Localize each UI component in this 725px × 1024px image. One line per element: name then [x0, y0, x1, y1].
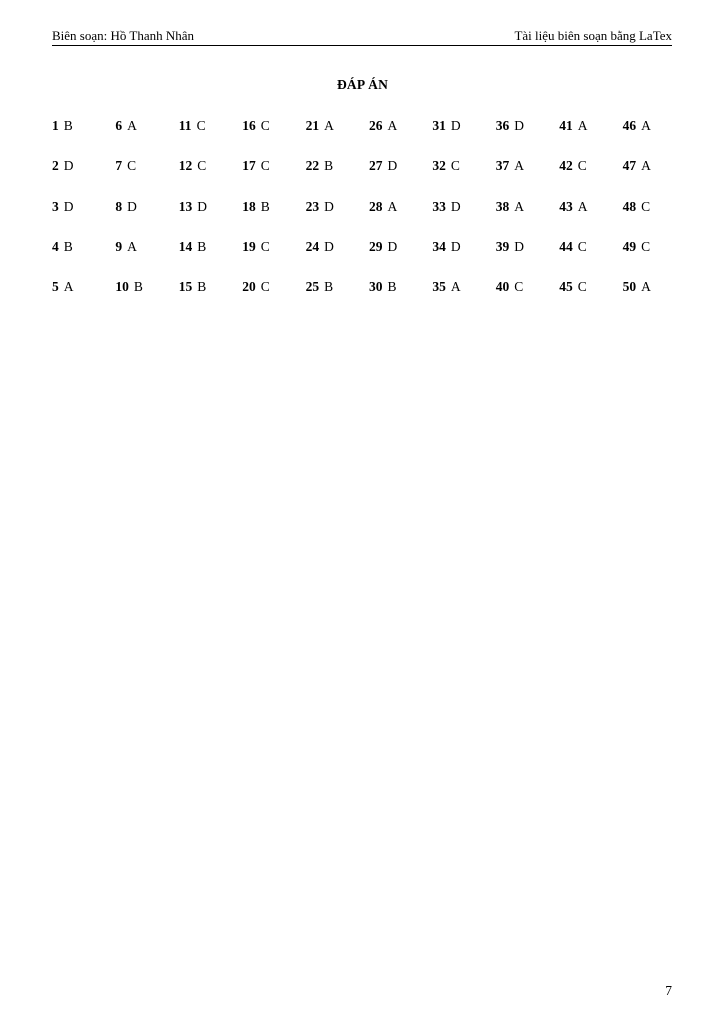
answer-item [52, 199, 74, 215]
answer-choice: C [577, 158, 587, 174]
answer-item [115, 199, 137, 215]
answer-choice: C [260, 158, 270, 174]
question-number: 30 [369, 279, 383, 295]
question-number: 37 [495, 158, 510, 174]
question-number: 33 [432, 198, 446, 214]
answer-item [52, 239, 73, 255]
question-number: 6 [115, 118, 123, 133]
question-number: 27 [369, 158, 383, 174]
answer-choice: D [387, 158, 398, 174]
answer-item [623, 199, 651, 215]
question-number: 19 [242, 238, 256, 254]
answer-item [559, 118, 587, 134]
answer-choice: C [577, 279, 587, 295]
answer-choice: A [387, 118, 398, 133]
question-number: 15 [178, 279, 193, 295]
answer-choice: C [127, 158, 137, 174]
answer-item [242, 158, 270, 174]
answer-choice: D [63, 198, 74, 214]
answer-item [432, 279, 460, 295]
question-number: 12 [178, 158, 193, 174]
question-number: 26 [369, 118, 383, 133]
answer-item [369, 118, 397, 134]
answer-item [496, 279, 524, 295]
answer-item [179, 199, 207, 215]
answer-item [52, 118, 73, 134]
question-number: 7 [115, 158, 123, 174]
answer-choice: A [387, 198, 398, 214]
answer-choice: D [197, 198, 208, 214]
answer-key-title: ĐÁP ÁN [336, 77, 389, 92]
answer-item [369, 199, 397, 215]
answer-choice: A [577, 118, 588, 133]
answer-choice: B [260, 198, 270, 214]
question-number: 50 [622, 279, 637, 295]
answer-choice: C [450, 158, 460, 174]
answer-item [306, 118, 334, 134]
question-number: 1 [52, 118, 59, 133]
answer-item [369, 158, 397, 174]
answer-item [623, 158, 651, 174]
question-number: 14 [178, 238, 193, 254]
question-number: 22 [305, 158, 320, 174]
question-number: 38 [495, 198, 510, 214]
answer-choice: D [127, 198, 137, 214]
answer-choice: D [450, 118, 461, 133]
answer-item [179, 158, 207, 174]
question-number: 29 [369, 238, 383, 254]
question-number: 9 [115, 238, 123, 254]
answer-item [369, 239, 397, 255]
answer-item [432, 158, 460, 174]
answer-choice: D [324, 198, 334, 214]
question-number: 16 [242, 118, 256, 133]
question-number: 10 [115, 279, 129, 295]
header-note: Tài liệu biên soạn bằng LaTex [514, 28, 672, 43]
question-number: 35 [432, 279, 446, 295]
answer-item [52, 158, 74, 174]
answer-choice: C [260, 118, 270, 133]
answer-choice: D [63, 158, 74, 174]
answer-choice: D [324, 238, 334, 254]
question-number: 49 [622, 238, 637, 254]
answer-item [496, 199, 524, 215]
answer-item [496, 158, 524, 174]
answer-item [115, 158, 136, 174]
answer-choice: B [324, 279, 334, 295]
answer-choice: D [514, 238, 525, 254]
question-number: 3 [52, 198, 59, 214]
answer-item [179, 279, 207, 295]
answer-choice: D [450, 238, 461, 254]
answer-choice: D [387, 238, 398, 254]
answer-choice: B [197, 279, 207, 295]
question-number: 32 [432, 158, 446, 174]
answer-item [242, 118, 270, 134]
answer-choice: B [197, 238, 207, 254]
question-number: 40 [495, 279, 510, 295]
answer-choice: A [641, 279, 651, 295]
question-number: 44 [559, 238, 573, 254]
page-number: 7 [665, 983, 672, 998]
question-number: 39 [495, 238, 510, 254]
question-number: 28 [369, 198, 383, 214]
answer-choice: C [196, 118, 206, 133]
answer-item [559, 199, 587, 215]
question-number: 23 [305, 198, 320, 214]
answer-item [559, 279, 587, 295]
answer-choice: A [127, 118, 137, 133]
question-number: 5 [52, 279, 59, 295]
answer-item [115, 118, 137, 134]
question-number: 24 [305, 238, 320, 254]
answer-choice: B [63, 238, 73, 254]
question-number: 34 [432, 238, 446, 254]
question-number: 8 [115, 198, 123, 214]
answer-grid [52, 118, 692, 298]
answer-item [306, 239, 334, 255]
answer-item [115, 239, 137, 255]
answer-choice: B [63, 118, 73, 133]
question-number: 25 [305, 279, 320, 295]
page-header [52, 28, 672, 46]
answer-item [559, 239, 587, 255]
answer-choice: A [450, 279, 461, 295]
answer-choice: C [260, 238, 270, 254]
answer-item [242, 279, 270, 295]
answer-item [242, 239, 270, 255]
answer-choice: C [514, 279, 524, 295]
question-number: 18 [242, 198, 256, 214]
question-number: 11 [178, 118, 192, 133]
answer-choice: C [641, 238, 651, 254]
answer-choice: D [514, 118, 525, 133]
answer-choice: B [133, 279, 143, 295]
question-number: 20 [242, 279, 256, 295]
question-number: 42 [559, 158, 573, 174]
answer-choice: D [450, 198, 461, 214]
answer-item [369, 279, 397, 295]
answer-item [496, 239, 524, 255]
answer-choice: A [514, 198, 525, 214]
answer-choice: B [387, 279, 397, 295]
question-number: 21 [305, 118, 320, 133]
answer-choice: B [324, 158, 334, 174]
answer-choice: C [260, 279, 270, 295]
question-number: 46 [622, 118, 637, 133]
answer-choice: C [577, 238, 587, 254]
answer-choice: A [641, 118, 651, 133]
answer-item [432, 199, 460, 215]
answer-choice: A [127, 238, 137, 254]
answer-item [623, 239, 651, 255]
answer-item [179, 118, 206, 134]
answer-item [432, 239, 460, 255]
answer-item [559, 158, 587, 174]
header-author: Biên soạn: Hồ Thanh Nhân [52, 28, 195, 43]
question-number: 48 [622, 198, 637, 214]
question-number: 41 [559, 118, 573, 133]
answer-choice: A [63, 279, 74, 295]
question-number: 45 [559, 279, 573, 295]
question-number: 13 [178, 198, 193, 214]
answer-choice: A [577, 198, 588, 214]
answer-item [306, 199, 334, 215]
answer-item [496, 118, 524, 134]
answer-item [242, 199, 270, 215]
answer-choice: A [324, 118, 334, 133]
question-number: 31 [432, 118, 446, 133]
question-number: 17 [242, 158, 256, 174]
answer-item [115, 279, 143, 295]
answer-choice: A [641, 158, 651, 174]
answer-item [179, 239, 207, 255]
answer-item [306, 158, 334, 174]
question-number: 2 [52, 158, 59, 174]
answer-item [623, 118, 651, 134]
answer-choice: C [197, 158, 207, 174]
question-number: 36 [495, 118, 510, 133]
answer-item [623, 279, 651, 295]
question-number: 4 [52, 238, 59, 254]
answer-choice: A [514, 158, 525, 174]
answer-item [432, 118, 460, 134]
answer-item [306, 279, 334, 295]
answer-item [52, 279, 74, 295]
question-number: 43 [559, 198, 573, 214]
answer-choice: C [641, 198, 651, 214]
question-number: 47 [622, 158, 637, 174]
